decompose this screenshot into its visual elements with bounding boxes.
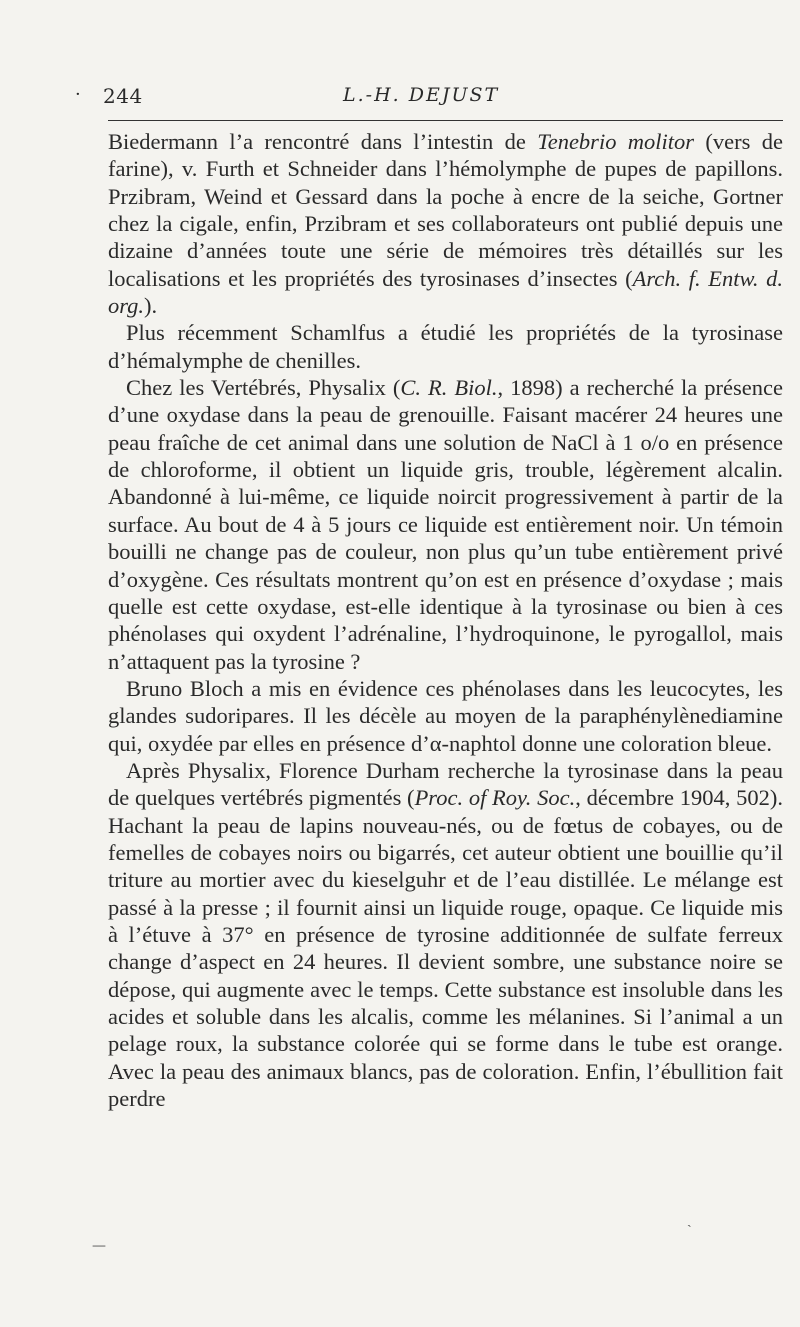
paragraph-2: Plus récemment Schamlfus a étudié les propriétés de la tyrosinase d’hémalymphe de chenilles. (108, 320, 783, 373)
italic-citation: Proc. of Roy. Soc. (414, 785, 576, 811)
header-rule (108, 120, 783, 121)
paragraph-4: Bruno Bloch a mis en évidence ces phénolases dans les leucocytes, les glandes sudoripares. Il les décèle au moyen de la paraphénylènediamine qui, oxydée par elles en présence d’α-naphtol donne une coloration bleue. (108, 675, 783, 756)
dash-mark: — (92, 1238, 106, 1254)
page-header (75, 84, 785, 114)
tick-mark: ˏ (687, 1212, 692, 1228)
paragraph-1: Biedermann l’a rencontré dans l’intestin de Tenebrio molitor (vers de farine), v. Furth et Schneider dans l’hémolymphe de pupes de papillons. Przibram, Weind et Gessard dans la poche à encre de la seiche, Gortner chez la cigale, enfin, Przibram et ses collaborateurs ont publié depuis une dizaine d’années toute une série de mémoires très détaillés sur les localisations et les propriétés des tyrosinases d’insectes (Arch. f. Entw. d. org.). (108, 129, 783, 319)
italic-citation: Arch. f. Entw. d. org. (108, 265, 783, 319)
page-number: 244 (103, 84, 143, 108)
italic-citation: Tenebrio molitor (537, 129, 695, 154)
running-head: L.-H. DEJUST (343, 84, 500, 106)
paragraph-3: Chez les Vertébrés, Physalix (C. R. Biol., 1898) a recherché la présence d’une oxydase dans la peau de grenouille. Faisant macérer 24 heures une peau fraîche de cet animal dans une solution de NaCl à 1 o/o en présence de chloroforme, il obtient un liquide gris, trouble, légèrement alcalin. Abandonné à lui-même, ce liquide noircit progressivement à partir de la surface. Au bout de 4 à 5 jours ce liquide est entièrement noir. Un témoin bouilli ne change pas de couleur, non plus qu’un tube entièrement privé d’oxygène. Ces résultats montrent qu’on est en présence d’oxydase ; mais quelle est cette oxydase, est-elle identique à la tyrosinase ou bien à ces phénolases qui oxydent l’adrénaline, l’hydroquinone, le pyrogallol, mais n’attaquent pas la tyrosine ? (108, 375, 783, 674)
margin-bullet: · (75, 84, 81, 105)
paragraph-5: Après Physalix, Florence Durham recherche la tyrosinase dans la peau de quelques vertébrés pigmentés (Proc. of Roy. Soc., décembre 1904, 502). Hachant la peau de lapins nouveau-nés, ou de fœtus de cobayes, ou de femelles de cobayes noirs ou bigarrés, cet auteur obtient une bouillie qu’il triture au mortier avec du kieselguhr et de l’eau distillée. Le mélange est passé à la presse ; il fournit ainsi un liquide rouge, opaque. Ce liquide mis à l’étuve à 37° en présence de tyrosine additionnée de sulfate ferreux change d’aspect en 24 heures. Il devient sombre, une substance noire se dépose, qui augmente avec le temps. Cette substance est insoluble dans les acides et soluble dans les alcalis, comme les mélanines. Si l’animal a un pelage roux, la substance colorée qui se forme dans le tube est orange. Avec la peau des animaux blancs, pas de coloration. Enfin, l’ébullition fait perdre (108, 757, 783, 1112)
italic-citation: C. R. Biol. (400, 375, 498, 401)
body-text (108, 128, 783, 1112)
